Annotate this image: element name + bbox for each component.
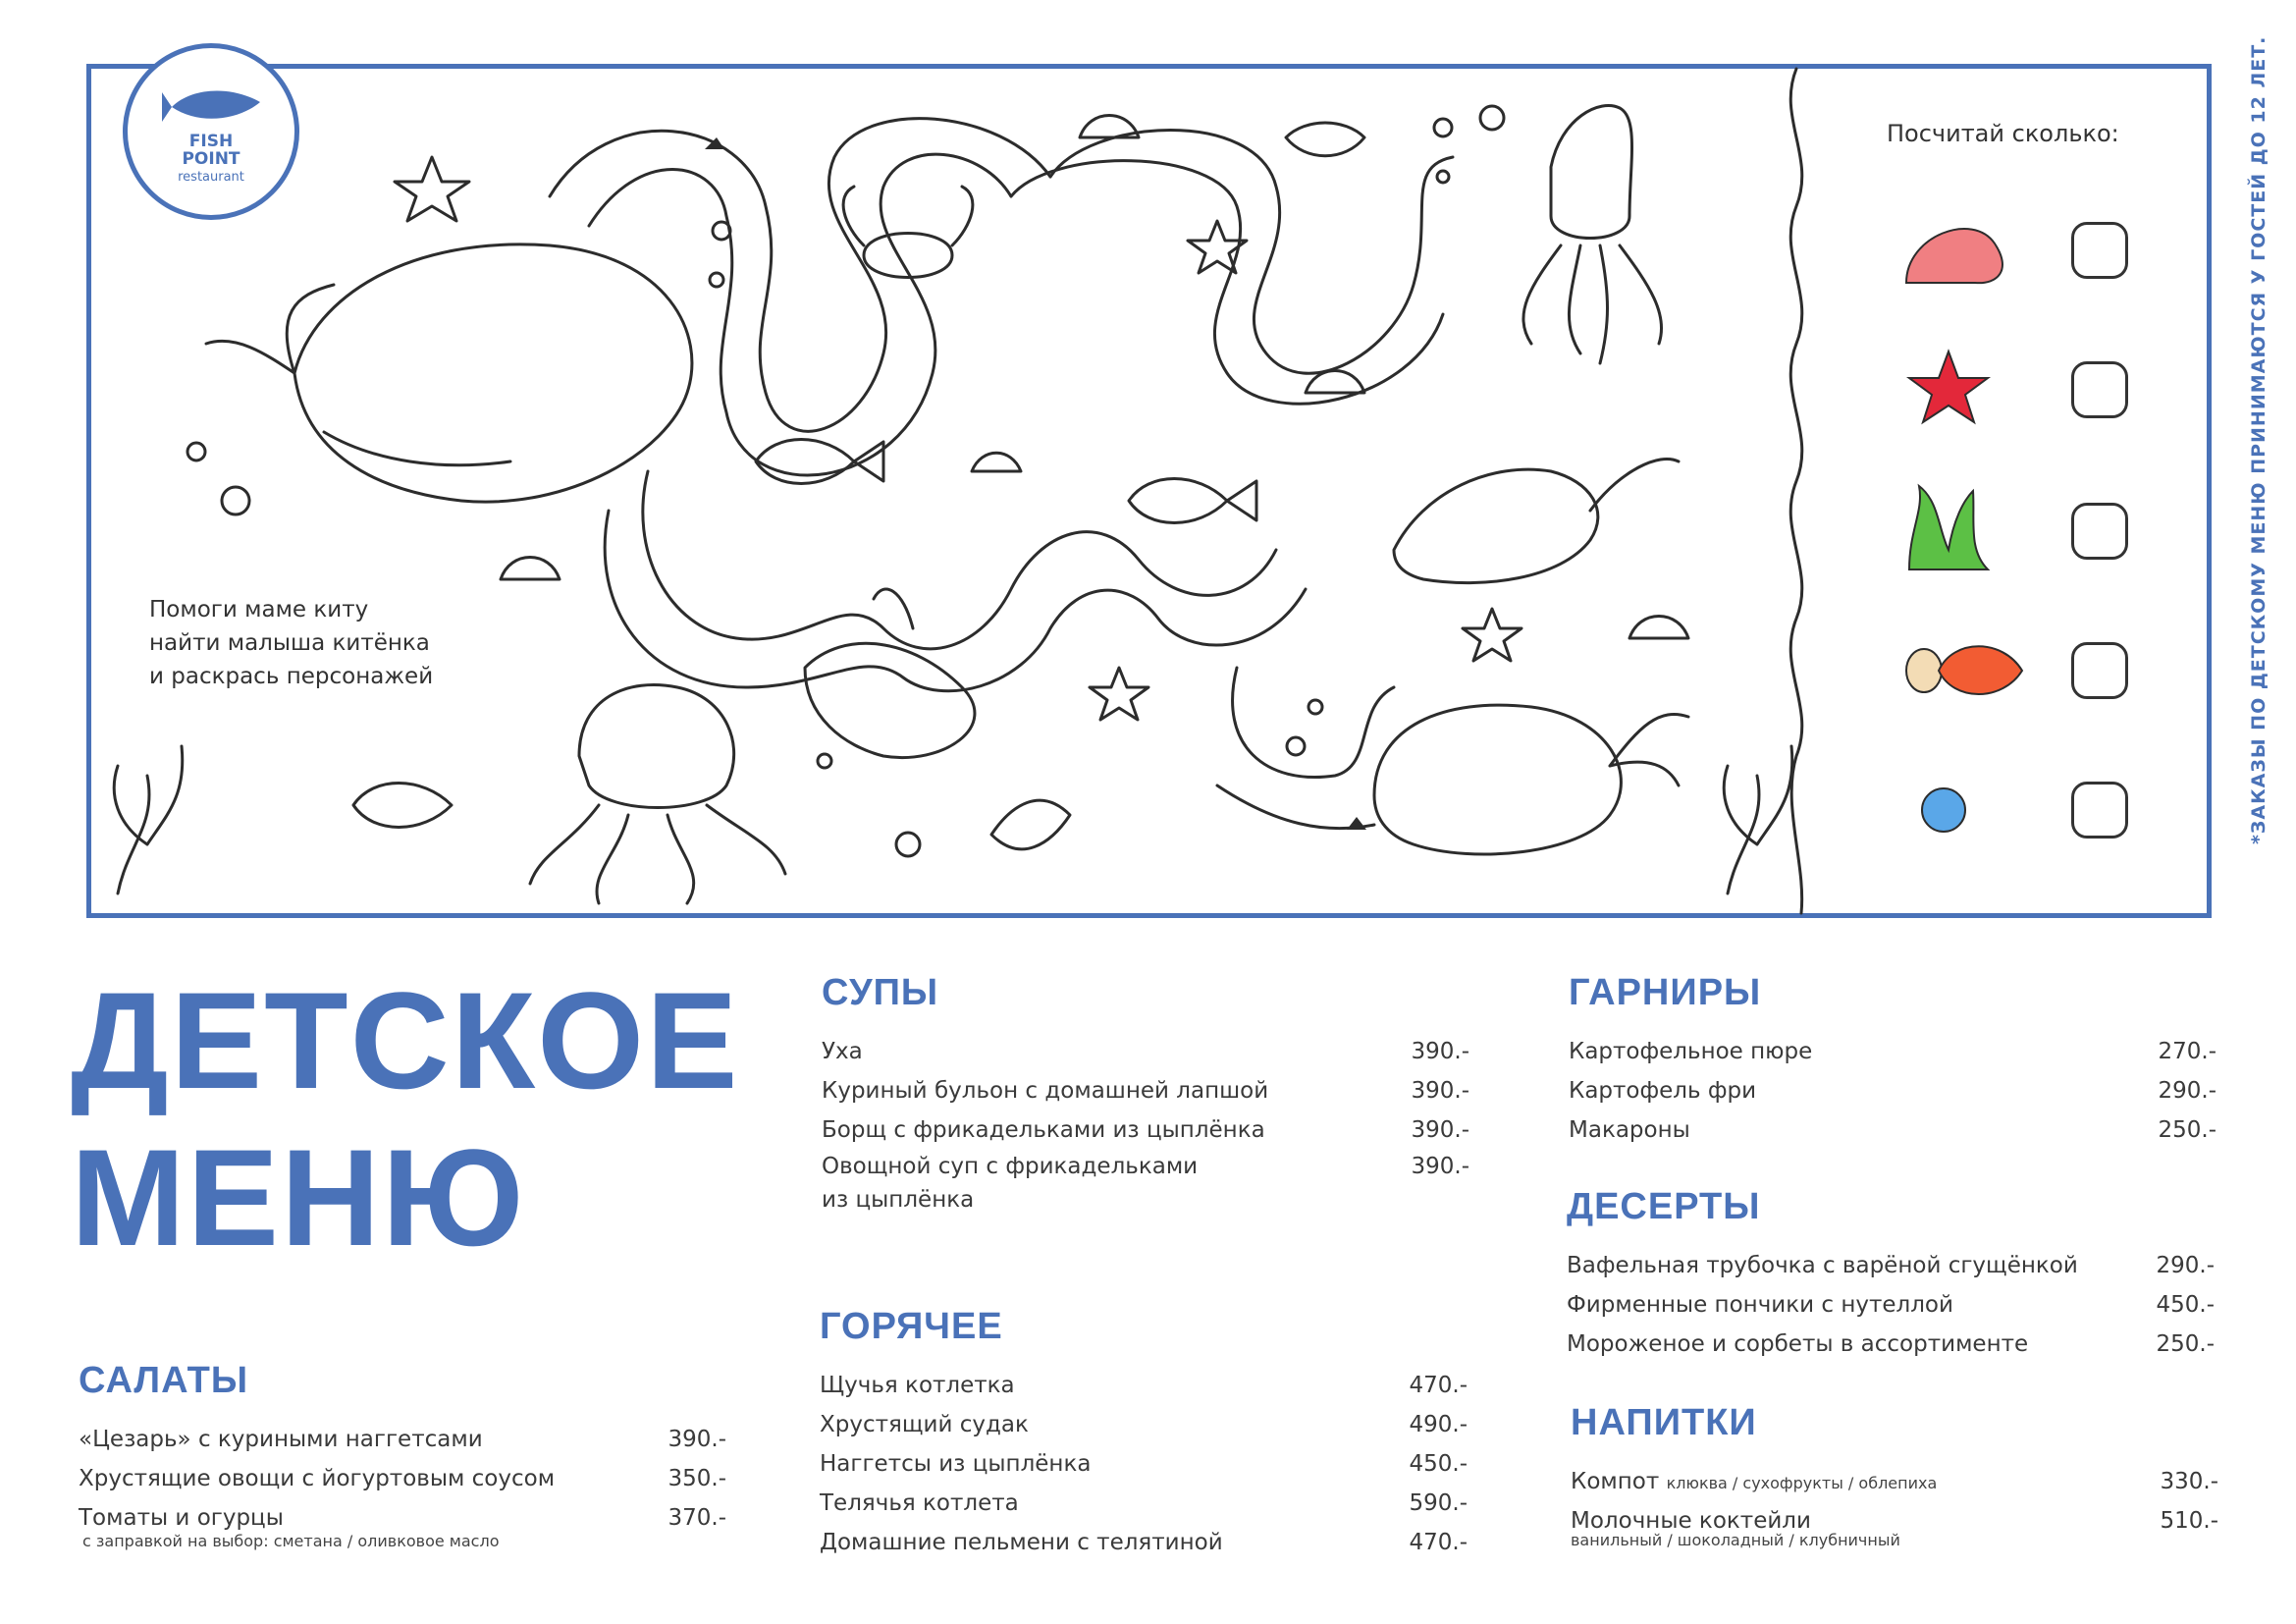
item-price: 470.-: [1409, 1530, 1468, 1555]
item-price: 250.-: [2158, 1117, 2216, 1143]
fish-logo-icon: [162, 78, 270, 136]
item-price: 470.-: [1409, 1373, 1468, 1398]
item-name: Домашние пельмени с телятиной: [820, 1530, 1223, 1555]
maze-caption: [149, 593, 433, 693]
count-box-clownfish[interactable]: [2071, 642, 2128, 699]
item-price: 390.-: [1411, 1039, 1469, 1064]
item-name: Куриный бульон с домашней лапшой: [822, 1078, 1269, 1104]
page-title: [71, 962, 739, 1276]
item-name: Молочные коктейли: [1571, 1508, 1811, 1534]
menu-item: [79, 1459, 726, 1498]
item-name: Хрустящий судак: [820, 1412, 1029, 1437]
maze-caption-line: найти малыша китёнка: [149, 630, 430, 656]
menu-item: [79, 1498, 726, 1538]
item-price: 390.-: [1411, 1154, 1469, 1179]
menu-item: [79, 1420, 726, 1459]
item-name: Борщ с фрикадельками из цыплёнка: [822, 1117, 1265, 1143]
item-price: 390.-: [1411, 1117, 1469, 1143]
title-line-1: ДЕТСКОЕ: [71, 963, 740, 1117]
item-name: Томаты и огурцы: [79, 1505, 284, 1531]
section-drinks: [1571, 1402, 2218, 1549]
count-box-seaweed[interactable]: [2071, 503, 2128, 560]
item-name: Наггетсы из цыплёнка: [820, 1451, 1092, 1477]
item-price: 450.-: [2156, 1292, 2215, 1318]
section-desserts: [1567, 1186, 2215, 1364]
menu-item: [822, 1071, 1469, 1110]
restaurant-logo: [123, 43, 299, 220]
item-name: Щучья котлетка: [820, 1373, 1015, 1398]
item-price: 450.-: [1409, 1451, 1468, 1477]
item-price: 270.-: [2158, 1039, 2216, 1064]
section-sides: [1569, 972, 2216, 1150]
counter-title: Посчитай сколько:: [1887, 120, 2119, 147]
section-salads: [79, 1360, 726, 1550]
logo-line-3: restaurant: [178, 170, 244, 185]
section-heading: ГАРНИРЫ: [1569, 972, 1762, 1013]
item-name: Овощной суп с фрикадельками: [822, 1154, 1199, 1179]
menu-item: [1567, 1325, 2215, 1364]
item-name: Компот: [1571, 1469, 1660, 1494]
age-note: [2248, 35, 2273, 844]
menu-item: [820, 1405, 1468, 1444]
title-line-2: МЕНЮ: [71, 1120, 526, 1274]
maze-caption-line: Помоги маме киту: [149, 597, 369, 623]
item-name: Картофель фри: [1569, 1078, 1757, 1104]
item-name: Вафельная трубочка с варёной сгущёнкой: [1567, 1253, 2078, 1278]
item-name: Телячья котлета: [820, 1490, 1019, 1516]
section-heading: ДЕСЕРТЫ: [1567, 1186, 1761, 1227]
menu-item: [822, 1150, 1469, 1218]
logo-line-1: FISH: [188, 132, 234, 151]
section-heading: ГОРЯЧЕЕ: [820, 1306, 1003, 1347]
menu-item: [1569, 1032, 2216, 1071]
menu-item: [822, 1032, 1469, 1071]
item-name: Картофельное пюре: [1569, 1039, 1813, 1064]
section-heading: САЛАТЫ: [79, 1360, 249, 1401]
item-price: 390.-: [667, 1427, 726, 1452]
section-heading: НАПИТКИ: [1571, 1402, 1757, 1443]
item-name: Макароны: [1569, 1117, 1690, 1143]
item-name: Хрустящие овощи с йогуртовым соусом: [79, 1466, 556, 1491]
menu-item: [1567, 1246, 2215, 1285]
item-price: 510.-: [2160, 1508, 2218, 1534]
item-name: Уха: [822, 1039, 863, 1064]
maze-caption-line: и раскрась персонажей: [149, 664, 434, 689]
item-note: ванильный / шоколадный / клубничный: [1571, 1531, 1900, 1549]
item-name-continued: из цыплёнка: [822, 1187, 975, 1213]
menu-item: [1567, 1285, 2215, 1325]
counter-icons: [1906, 229, 2022, 832]
section-soups: [822, 972, 1469, 1218]
menu-item: [820, 1523, 1468, 1562]
item-price: 290.-: [2156, 1253, 2215, 1278]
item-price: 390.-: [1411, 1078, 1469, 1104]
item-name: «Цезарь» с куриными наггетсами: [79, 1427, 483, 1452]
item-price: 330.-: [2160, 1469, 2218, 1494]
menu-item: [1569, 1071, 2216, 1110]
menu-item: [822, 1110, 1469, 1150]
item-note: с заправкой на выбор: сметана / оливковое масло: [82, 1532, 500, 1550]
section-heading: СУПЫ: [822, 972, 939, 1013]
item-note: клюква / сухофрукты / облепиха: [1666, 1474, 1938, 1492]
section-hot: [820, 1306, 1468, 1562]
item-price: 290.-: [2158, 1078, 2216, 1104]
item-price: 490.-: [1409, 1412, 1468, 1437]
item-price: 590.-: [1409, 1490, 1468, 1516]
logo-line-2: POINT: [182, 149, 240, 169]
count-box-shell[interactable]: [2071, 222, 2128, 279]
count-box-bubble[interactable]: [2071, 782, 2128, 839]
menu-item: [1569, 1110, 2216, 1150]
menu-item: [820, 1366, 1468, 1405]
item-name: Мороженое и сорбеты в ассортименте: [1567, 1331, 2029, 1357]
age-note-text: *ЗАКАЗЫ ПО ДЕТСКОМУ МЕНЮ ПРИНИМАЮТСЯ У ГОСТЕЙ ДО 12 ЛЕТ.: [2248, 35, 2269, 844]
count-box-starfish[interactable]: [2071, 361, 2128, 418]
menu-item: [820, 1484, 1468, 1523]
menu-item: [820, 1444, 1468, 1484]
item-price: 370.-: [667, 1505, 726, 1531]
item-price: 250.-: [2156, 1331, 2215, 1357]
item-name: Фирменные пончики с нутеллой: [1567, 1292, 1953, 1318]
menu-item: [1571, 1462, 2218, 1501]
menu-item: [1571, 1501, 2218, 1541]
item-price: 350.-: [667, 1466, 726, 1491]
